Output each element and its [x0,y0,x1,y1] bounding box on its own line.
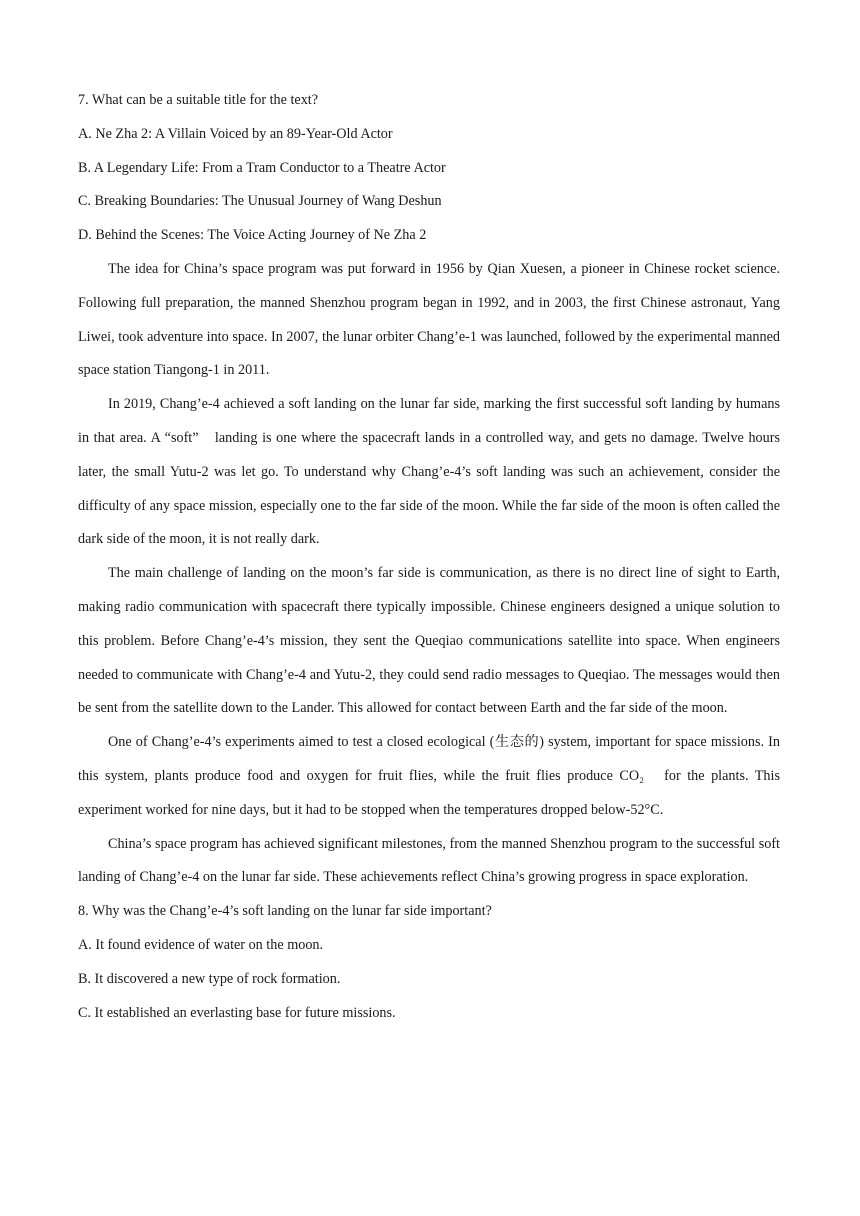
passage-paragraph-3: The main challenge of landing on the moon’s far side is communication, as there is no direct line of sight to Earth, making radio communication with spacecraft there typically impossible. Chinese engineers designed a unique solution to this problem. Before Chang’e-4’s mission, they sent the Queqiao communications satellite into space. When engineers needed to communicate with Chang’e-4 and Yutu-2, they could send radio messages to Queqiao. The messages would then be sent from the satellite down to the Lander. This allowed for contact between Earth and the far side of the moon. [78,565,780,717]
question-7-stem: 7. What can be a suitable title for the text? [78,92,319,108]
question-8 [78,895,780,1030]
question-7-option-a: A. Ne Zha 2: A Villain Voiced by an 89-Year-Old Actor [78,125,393,142]
question-8-option-b: B. It discovered a new type of rock formation. [78,970,341,987]
reading-passage [78,253,780,895]
passage-paragraph-2: In 2019, Chang’e-4 achieved a soft landing on the lunar far side, marking the first successful soft landing by humans in that area. A “soft” landing is one where the spacecraft lands in a controlled way, and gets no damage. Twelve hours later, the small Yutu-2 was let go. To understand why Chang’e-4’s soft landing was such an achievement, consider the difficulty of any space mission, especially one to the far side of the moon. While the far side of the moon is often called the dark side of the moon, it is not really dark. [78,396,780,548]
question-7 [78,84,780,253]
question-7-option-c: C. Breaking Boundaries: The Unusual Journey of Wang Deshun [78,193,442,210]
passage-paragraph-4: One of Chang’e-4’s experiments aimed to test a closed ecological (生态的) system, important for space missions. In this system, plants produce food and oxygen for fruit flies, while the fruit flies produce CO₂ for the plants. This experiment worked for nine days, but it had to be stopped when the temperatures dropped below-52°C. [78,734,780,818]
passage-paragraph-5: China’s space program has achieved significant milestones, from the manned Shenzhou program to the successful soft landing of Chang’e-4 on the lunar far side. These achievements reflect China’s growing progress in space exploration. [78,835,780,886]
question-8-option-a: A. It found evidence of water on the moon. [78,936,324,953]
question-7-option-b: B. A Legendary Life: From a Tram Conductor to a Theatre Actor [78,159,446,176]
question-7-option-d: D. Behind the Scenes: The Voice Acting Journey of Ne Zha 2 [78,227,427,244]
passage-paragraph-1: The idea for China’s space program was put forward in 1956 by Qian Xuesen, a pioneer in Chinese rocket science. Following full preparation, the manned Shenzhou program began in 1992, and in 2003, the first Chinese astronaut, Yang Liwei, took adventure into space. In 2007, the lunar orbiter Chang’e-1 was launched, followed by the experimental manned space station Tiangong-1 in 2011. [78,260,780,379]
question-8-stem: 8. Why was the Chang’e-4’s soft landing on the lunar far side important? [78,903,492,920]
document-page [78,84,780,1030]
question-8-option-c: C. It established an everlasting base for future missions. [78,1004,396,1021]
